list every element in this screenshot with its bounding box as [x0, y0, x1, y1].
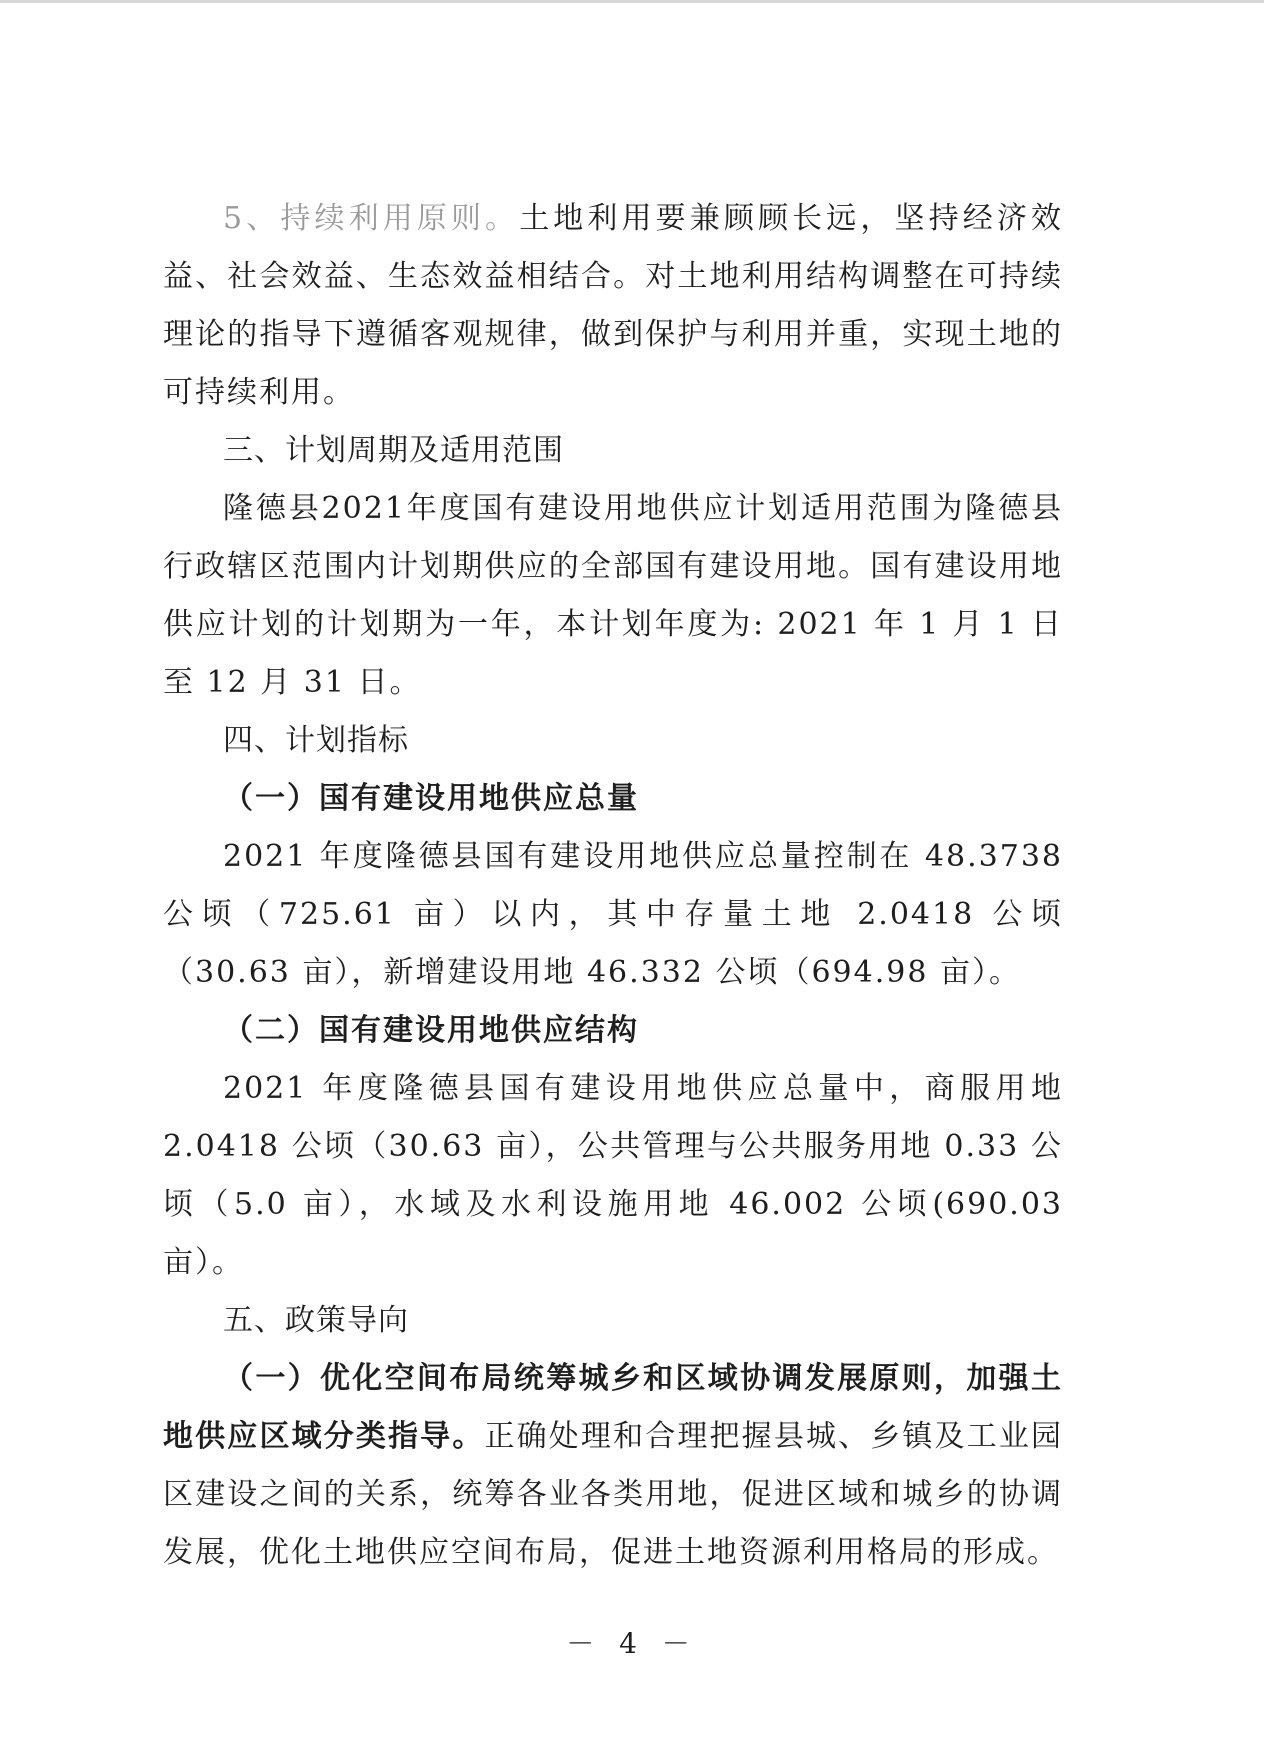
page-number: － 4 － [566, 1627, 698, 1660]
document-page [163, 190, 1063, 1582]
paragraph-policy-spatial [163, 1350, 1063, 1582]
paragraph-plan-period: 隆德县2021年度国有建设用地供应计划适用范围为隆德县行政辖区范围内计划期供应的全部国有建设用地。国有建设用地供应计划的计划期为一年，本计划年度为: 2021 年 1 月 1 日至 12 月 31 日。 [163, 491, 1063, 700]
paragraph-sustainable-use [163, 190, 1063, 422]
paragraph-supply-total: 2021 年度隆德县国有建设用地供应总量控制在 48.3738 公顷（725.61 亩）以内，其中存量土地 2.0418 公顷（30.63 亩），新增建设用地 46.332 公顷（694.98 亩）。 [163, 839, 1063, 990]
paragraph-bold-lead: （一）优化空间布局统筹城乡和区域协调发展原则，加强土地供应区域分类指导。 [163, 1361, 1063, 1454]
paragraph-text: 土地利用要兼顾顾长远，坚持经济效益、社会效益、生态效益相结合。对土地利用结构调整在可持续理论的指导下遵循客观规律，做到保护与利用并重，实现土地的可持续利用。 [163, 201, 1064, 410]
paragraph-text: 正确处理和合理把握县城、乡镇及工业园区建设之间的关系，统筹各业各类用地，促进区域和城乡的协调发展，优化土地供应空间布局，促进土地资源利用格局的形成。 [163, 1419, 1064, 1570]
paragraph-lead: 5、持续利用原则。 [223, 201, 520, 236]
subheading-supply-total: （一）国有建设用地供应总量 [223, 781, 639, 816]
section-heading-plan-period: 三、计划周期及适用范围 [223, 433, 564, 468]
paragraph-supply-structure: 2021 年度隆德县国有建设用地供应总量中，商服用地 2.0418 公顷（30.63 亩），公共管理与公共服务用地 0.33 公顷（5.0 亩），水域及水利设施用地 46.002 公顷(690.03 亩）。 [163, 1071, 1063, 1280]
scan-top-edge [0, 0, 1264, 3]
section-heading-policy: 五、政策导向 [223, 1303, 409, 1338]
section-heading-plan-indicators: 四、计划指标 [223, 723, 409, 758]
subheading-supply-structure: （二）国有建设用地供应结构 [223, 1013, 639, 1048]
